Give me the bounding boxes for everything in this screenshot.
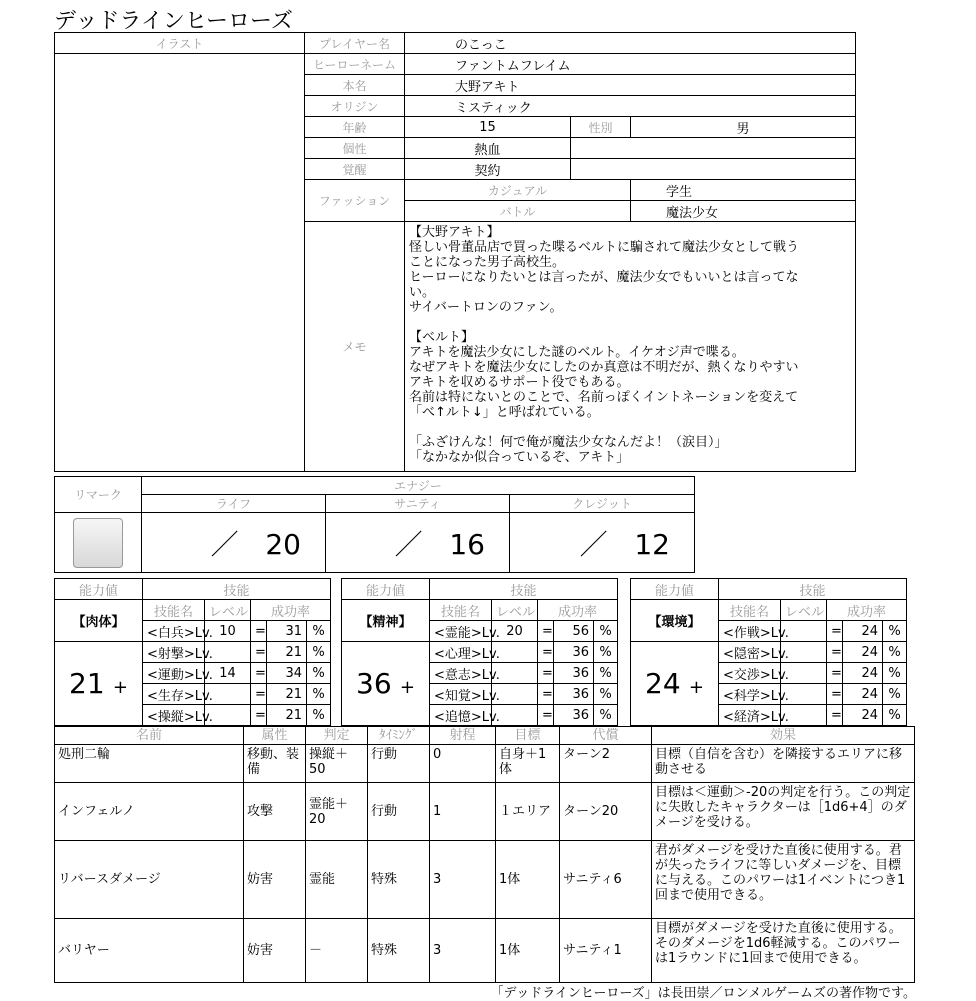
power-attr: 攻撃 bbox=[244, 783, 306, 841]
ability-plus: + bbox=[399, 677, 415, 698]
power-name: インフェルノ bbox=[55, 783, 244, 841]
skill-level: 10 bbox=[205, 621, 251, 642]
skill-eq: = bbox=[538, 705, 554, 726]
success-header: 成功率 bbox=[251, 600, 331, 621]
powers-header-cost: 代償 bbox=[560, 727, 652, 745]
power-cost: サニティ1 bbox=[560, 919, 652, 983]
skill-eq: = bbox=[538, 663, 554, 684]
skill-rate: 34 bbox=[267, 663, 307, 684]
power-row bbox=[55, 745, 915, 783]
ability-label: 能力値 bbox=[631, 579, 719, 600]
ability-value: 24 bbox=[645, 667, 681, 700]
ability-plus: + bbox=[112, 677, 128, 698]
ability-name: 【環境】 bbox=[631, 600, 719, 642]
skill-name-header: 技能名 bbox=[143, 600, 205, 621]
hero-name-value: ファントムフレイム bbox=[405, 54, 856, 75]
skill-rate: 21 bbox=[267, 642, 307, 663]
powers-table bbox=[54, 726, 915, 983]
skill-eq: = bbox=[827, 663, 843, 684]
power-effect: 目標（自信を含む）を隣接するエリアに移動させる bbox=[652, 745, 915, 783]
skill-rate: 56 bbox=[554, 621, 594, 642]
life-label: ライフ bbox=[142, 495, 326, 513]
power-effect: 目標は＜運動＞-20の判定を行う。この判定に失敗したキャラクターは［1d6+4］のダメージを受ける。 bbox=[652, 783, 915, 841]
fashion-label: ファッション bbox=[305, 180, 405, 222]
hero-name-label: ヒーローネーム bbox=[305, 54, 405, 75]
power-target: １エリア bbox=[496, 783, 560, 841]
skill-eq: = bbox=[251, 663, 267, 684]
skill-rate: 36 bbox=[554, 642, 594, 663]
battle-label: バトル bbox=[405, 201, 631, 222]
skill-pct: % bbox=[883, 705, 907, 726]
energy-label: エナジー bbox=[142, 477, 695, 495]
skill-eq: = bbox=[827, 642, 843, 663]
power-name: バリヤー bbox=[55, 919, 244, 983]
profile-table bbox=[54, 32, 856, 472]
power-timing: 特殊 bbox=[368, 841, 430, 919]
skill-rate: 24 bbox=[843, 642, 883, 663]
origin-value: ミスティック bbox=[405, 96, 856, 117]
credit-max: 12 bbox=[634, 527, 670, 561]
skill-pct: % bbox=[594, 663, 618, 684]
skill-name-header: 技能名 bbox=[430, 600, 492, 621]
power-attr: 移動、装備 bbox=[244, 745, 306, 783]
power-range: 3 bbox=[430, 841, 496, 919]
illust-area bbox=[55, 54, 305, 472]
skill-pct: % bbox=[883, 642, 907, 663]
skill-name: <経済>Lv. bbox=[719, 705, 781, 726]
skill-name: <隠密>Lv. bbox=[719, 642, 781, 663]
powers-header-check: 判定 bbox=[306, 727, 368, 745]
life-slash: ／ bbox=[210, 527, 239, 561]
skill-level: 14 bbox=[205, 663, 251, 684]
powers-header-attr: 属性 bbox=[244, 727, 306, 745]
skill-name: <運動>Lv. bbox=[143, 663, 205, 684]
power-effect: 君がダメージを受けた直後に使用する。君が失ったライフに等しいダメージを、目標に与える。このパワーは1イベントにつき1回まで使用できる。 bbox=[652, 841, 915, 919]
powers-header-target: 目標 bbox=[496, 727, 560, 745]
power-name: リバースダメージ bbox=[55, 841, 244, 919]
skill-name: <科学>Lv. bbox=[719, 684, 781, 705]
power-attr: 妨害 bbox=[244, 919, 306, 983]
power-target: 1体 bbox=[496, 841, 560, 919]
personality-label: 個性 bbox=[305, 138, 405, 159]
skill-name: <生存>Lv. bbox=[143, 684, 205, 705]
sanity-slash: ／ bbox=[394, 527, 423, 561]
power-cost: ターン20 bbox=[560, 783, 652, 841]
casual-label: カジュアル bbox=[405, 180, 631, 201]
skill-rate: 36 bbox=[554, 705, 594, 726]
credit-label: クレジット bbox=[510, 495, 695, 513]
player-label: プレイヤー名 bbox=[305, 33, 405, 54]
skill-level: 20 bbox=[492, 621, 538, 642]
origin-label: オリジン bbox=[305, 96, 405, 117]
skill-name: <霊能>Lv. bbox=[430, 621, 492, 642]
skill-name: <追憶>Lv. bbox=[430, 705, 492, 726]
skill-name: <白兵>Lv. bbox=[143, 621, 205, 642]
power-cost: サニティ6 bbox=[560, 841, 652, 919]
ability-block-mind bbox=[341, 578, 618, 726]
success-header: 成功率 bbox=[538, 600, 618, 621]
powers-header-name: 名前 bbox=[55, 727, 244, 745]
powers-header-range: 射程 bbox=[430, 727, 496, 745]
life-max: 20 bbox=[265, 527, 301, 561]
skill-name: <操縦>Lv. bbox=[143, 705, 205, 726]
skill-pct: % bbox=[883, 663, 907, 684]
awakening-label: 覚醒 bbox=[305, 159, 405, 180]
sanity-cell bbox=[326, 513, 510, 573]
power-check: 霊能＋20 bbox=[306, 783, 368, 841]
level-header: レベル bbox=[205, 600, 251, 621]
power-row bbox=[55, 919, 915, 983]
skill-eq: = bbox=[538, 684, 554, 705]
remark-box bbox=[73, 518, 123, 568]
skill-label: 技能 bbox=[430, 579, 618, 600]
skill-eq: = bbox=[827, 705, 843, 726]
power-range: 3 bbox=[430, 919, 496, 983]
power-range: 1 bbox=[430, 783, 496, 841]
skill-eq: = bbox=[538, 642, 554, 663]
skill-rate: 24 bbox=[843, 684, 883, 705]
power-range: 0 bbox=[430, 745, 496, 783]
illust-label: イラスト bbox=[55, 33, 305, 54]
real-name-label: 本名 bbox=[305, 75, 405, 96]
skill-name: <射撃>Lv. bbox=[143, 642, 205, 663]
skill-eq: = bbox=[251, 642, 267, 663]
power-timing: 特殊 bbox=[368, 919, 430, 983]
skill-rate: 31 bbox=[267, 621, 307, 642]
life-cell bbox=[142, 513, 326, 573]
power-check: 操縦＋50 bbox=[306, 745, 368, 783]
skill-rate: 21 bbox=[267, 684, 307, 705]
real-name-value: 大野アキト bbox=[405, 75, 856, 96]
skill-eq: = bbox=[251, 621, 267, 642]
power-cost: ターン2 bbox=[560, 745, 652, 783]
memo-label: メモ bbox=[305, 222, 405, 472]
skill-name: <作戦>Lv. bbox=[719, 621, 781, 642]
skill-rate: 24 bbox=[843, 705, 883, 726]
level-header: レベル bbox=[492, 600, 538, 621]
skill-eq: = bbox=[251, 705, 267, 726]
ability-name: 【肉体】 bbox=[55, 600, 143, 642]
ability-label: 能力値 bbox=[342, 579, 430, 600]
success-header: 成功率 bbox=[827, 600, 907, 621]
power-check: 霊能 bbox=[306, 841, 368, 919]
ability-block-body bbox=[54, 578, 331, 726]
power-timing: 行動 bbox=[368, 745, 430, 783]
skill-eq: = bbox=[827, 684, 843, 705]
personality-value: 熱血 bbox=[405, 138, 571, 159]
sanity-label: サニティ bbox=[326, 495, 510, 513]
ability-value: 21 bbox=[69, 667, 105, 700]
skill-pct: % bbox=[883, 621, 907, 642]
player-value: のこっこ bbox=[405, 33, 856, 54]
skill-pct: % bbox=[307, 621, 331, 642]
sex-label: 性別 bbox=[571, 117, 631, 138]
skill-name-header: 技能名 bbox=[719, 600, 781, 621]
memo-text: 【大野アキト】 怪しい骨董品店で買った喋るベルトに騙されて魔法少女として戦う ことになった男子高校生。 ヒーローになりたいとは言ったが、魔法少女でもいいとは言ってな い。 サイバートロンのファン。 【ベルト】 アキトを魔法少女にした謎のベルト。イケオジ声で喋る。 なぜアキトを魔法少女にしたのか真意は不明だが、熱くなりやすい アキトを収めるサポート役でもある。 名前は特にないとのことで、名前っぽくイントネーションを変えて 「べ↑ルト↓」と呼ばれている。 「ふざけんな！何で俺が魔法少女なんだよ！（涙目）」 「なかなか似合っているぞ、アキト」 bbox=[405, 222, 856, 472]
ability-plus: + bbox=[688, 677, 704, 698]
power-target: 自身＋1体 bbox=[496, 745, 560, 783]
ability-value-cell bbox=[55, 642, 143, 726]
age-label: 年齢 bbox=[305, 117, 405, 138]
copyright-footer: 「デッドラインヒーローズ」は長田崇／ロンメルゲームズの著作物です。 bbox=[490, 986, 916, 1001]
ability-label: 能力値 bbox=[55, 579, 143, 600]
power-check: － bbox=[306, 919, 368, 983]
powers-header-timing: ﾀｲﾐﾝｸﾞ bbox=[368, 727, 430, 745]
skill-rate: 36 bbox=[554, 663, 594, 684]
skill-pct: % bbox=[594, 705, 618, 726]
energy-table bbox=[54, 476, 695, 573]
power-target: 1体 bbox=[496, 919, 560, 983]
skill-eq: = bbox=[251, 684, 267, 705]
power-row bbox=[55, 783, 915, 841]
battle-value: 魔法少女 bbox=[631, 201, 856, 222]
skill-pct: % bbox=[307, 663, 331, 684]
ability-block-environment bbox=[630, 578, 907, 726]
remark-box-cell bbox=[55, 513, 142, 573]
skill-pct: % bbox=[594, 642, 618, 663]
skill-pct: % bbox=[883, 684, 907, 705]
skill-pct: % bbox=[307, 684, 331, 705]
awakening-value: 契約 bbox=[405, 159, 571, 180]
ability-name: 【精神】 bbox=[342, 600, 430, 642]
skill-label: 技能 bbox=[143, 579, 331, 600]
power-effect: 目標がダメージを受けた直後に使用する。そのダメージを1d6軽減する。このパワーは1ラウンドに1回まで使用できる。 bbox=[652, 919, 915, 983]
skill-pct: % bbox=[307, 705, 331, 726]
skill-rate: 21 bbox=[267, 705, 307, 726]
skill-rate: 24 bbox=[843, 621, 883, 642]
sex-value: 男 bbox=[631, 117, 856, 138]
skill-name: <心理>Lv. bbox=[430, 642, 492, 663]
skill-name: <意志>Lv. bbox=[430, 663, 492, 684]
skill-eq: = bbox=[538, 621, 554, 642]
power-name: 処刑二輪 bbox=[55, 745, 244, 783]
powers-header-effect: 効果 bbox=[652, 727, 915, 745]
skill-name: <交渉>Lv. bbox=[719, 663, 781, 684]
skill-pct: % bbox=[594, 684, 618, 705]
skill-pct: % bbox=[307, 642, 331, 663]
sheet-title: デッドラインヒーローズ bbox=[54, 9, 293, 34]
level-header: レベル bbox=[781, 600, 827, 621]
sanity-max: 16 bbox=[449, 527, 485, 561]
skill-label: 技能 bbox=[719, 579, 907, 600]
credit-cell bbox=[510, 513, 695, 573]
skill-eq: = bbox=[827, 621, 843, 642]
age-value: 15 bbox=[405, 117, 571, 138]
power-row bbox=[55, 841, 915, 919]
remark-label: リマーク bbox=[55, 477, 142, 513]
ability-value-cell bbox=[631, 642, 719, 726]
skill-name: <知覚>Lv. bbox=[430, 684, 492, 705]
casual-value: 学生 bbox=[631, 180, 856, 201]
ability-value-cell bbox=[342, 642, 430, 726]
ability-value: 36 bbox=[356, 667, 392, 700]
skill-rate: 36 bbox=[554, 684, 594, 705]
skill-rate: 24 bbox=[843, 663, 883, 684]
skill-pct: % bbox=[594, 621, 618, 642]
power-timing: 行動 bbox=[368, 783, 430, 841]
power-attr: 妨害 bbox=[244, 841, 306, 919]
credit-slash: ／ bbox=[579, 527, 608, 561]
